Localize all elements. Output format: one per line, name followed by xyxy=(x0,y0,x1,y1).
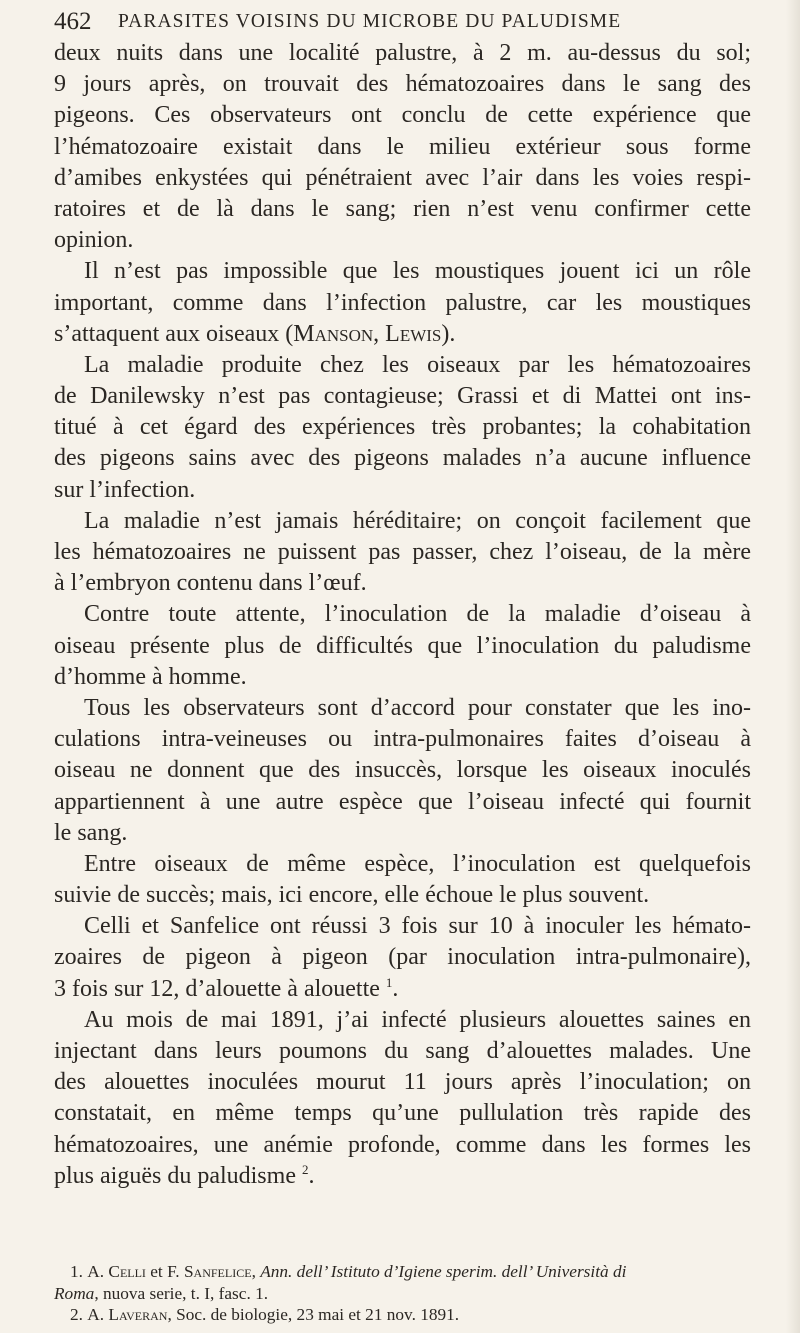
text-line: les hématozoaires ne puissent pas passer, chez l’oiseau, de la mère xyxy=(54,539,751,565)
text-line: Celli et Sanfelice ont réussi 3 fois sur 10 à inoculer les hémato- xyxy=(84,913,751,940)
journal-title: Ann. dell’ Istituto d’Igiene sperim. dell’ Università di xyxy=(260,1262,627,1281)
text-line: important, comme dans l’infection palustre, car les moustiques xyxy=(54,289,751,316)
text-line: Il n’est pas impossible que les moustiques jouent ici un rôle xyxy=(84,258,751,285)
text-line: opinion. xyxy=(54,227,134,254)
text-line: d’homme à homme. xyxy=(54,663,247,690)
text-line: ratoires et de là dans le sang; rien n’est venu confirmer cette xyxy=(54,195,751,222)
text-line: s’attaquent aux oiseaux (Manson, Lewis). xyxy=(54,320,456,347)
text-line: La maladie produite chez les oiseaux par les hématozoaires xyxy=(84,351,751,378)
text-line: plus aiguës du paludisme $^2$. xyxy=(54,1161,315,1189)
text-line: Entre oiseaux de même espèce, l’inoculation est quelquefois xyxy=(84,850,751,877)
text-line: zoaires de pigeon à pigeon (par inoculation intra-pulmonaire), xyxy=(54,944,751,971)
journal-title: Roma xyxy=(54,1283,95,1303)
text-line: d’amibes enkystées qui pénétraient avec l’air dans les voies respi- xyxy=(54,164,751,191)
text-line: deux nuits dans une localité palustre, à 2 m. au-dessus du sol; xyxy=(54,40,751,66)
text-line: de Danilewsky n’est pas contagieuse; Grassi et di Mattei ont ins- xyxy=(54,383,751,410)
text-line: pigeons. Ces observateurs ont conclu de cette expérience que xyxy=(54,102,751,129)
text-line: Contre toute attente, l’inoculation de la maladie d’oiseau à xyxy=(84,601,751,628)
text-line: suivie de succès; mais, ici encore, elle échoue le plus souvent. xyxy=(54,882,650,909)
text-line: titué à cet égard des expériences très probantes; la cohabitation xyxy=(54,414,751,441)
text-line: Au mois de mai 1891, j’ai infecté plusieurs alouettes saines en xyxy=(84,1006,751,1033)
text-line: La maladie n’est jamais héréditaire; on conçoit facilement que xyxy=(84,507,751,534)
page-header xyxy=(54,6,754,38)
footnote-ref[interactable]: 2 xyxy=(301,1161,309,1177)
author-name: Lewis xyxy=(385,320,442,347)
footnote-1: 1. A. Celli et F. Sanfelice, Ann. dell’ Istituto d’Igiene sperim. dell’ Università di xyxy=(70,1262,627,1281)
body-text xyxy=(54,38,751,1192)
footnote-2: 2. A. Laveran, Soc. de biologie, 23 mai et 21 nov. 1891. xyxy=(70,1305,460,1324)
footnote-1-continued: Roma, nuova serie, t. I, fasc. 1. xyxy=(54,1283,269,1303)
text-line: constatait, en même temps qu’une pullulation très rapide des xyxy=(54,1100,751,1127)
author-name: A. Celli xyxy=(87,1262,146,1281)
text-line: 9 jours après, on trouvait des hématozoaires dans le sang des xyxy=(54,71,751,98)
text-line: des pigeons sains avec des pigeons malades n’a aucune influence xyxy=(54,445,751,472)
text-line: des alouettes inoculées mourut 11 jours après l’inoculation; on xyxy=(54,1069,751,1096)
text-line: Tous les observateurs sont d’accord pour constater que les ino- xyxy=(84,694,751,721)
text-line: oiseau présente plus de difficultés que l’inoculation du paludisme xyxy=(54,632,751,659)
author-name: A. Laveran xyxy=(87,1305,168,1324)
footnotes xyxy=(54,1261,751,1326)
author-name: Manson xyxy=(293,320,374,347)
text-line: 3 fois sur 12, d’alouette à alouette $^1$. xyxy=(54,974,399,1002)
footnote-ref[interactable]: 1 xyxy=(385,974,393,990)
text-line: à l’embryon contenu dans l’œuf. xyxy=(54,570,367,597)
text-line: l’hématozoaire existait dans le milieu extérieur sous forme xyxy=(54,133,751,160)
text-line: le sang. xyxy=(54,819,128,846)
running-title: PARASITES VOISINS DU MICROBE DU PALUDISME xyxy=(118,11,622,32)
page-number: 462 xyxy=(54,8,92,35)
text-line: hématozoaires, une anémie profonde, comme dans les formes les xyxy=(54,1131,751,1158)
text-line: oiseau ne donnent que des insuccès, lorsque les oiseaux inoculés xyxy=(54,757,751,784)
text-line: injectant dans leurs poumons du sang d’alouettes malades. Une xyxy=(54,1038,751,1064)
text-line: sur l’infection. xyxy=(54,476,196,503)
text-line: culations intra-veineuses ou intra-pulmonaires faites d’oiseau à xyxy=(54,726,751,753)
page-edge-shadow xyxy=(786,0,800,1333)
author-name: F. Sanfelice xyxy=(167,1262,252,1281)
text-line: appartiennent à une autre espèce que l’oiseau infecté qui fournit xyxy=(54,788,751,815)
